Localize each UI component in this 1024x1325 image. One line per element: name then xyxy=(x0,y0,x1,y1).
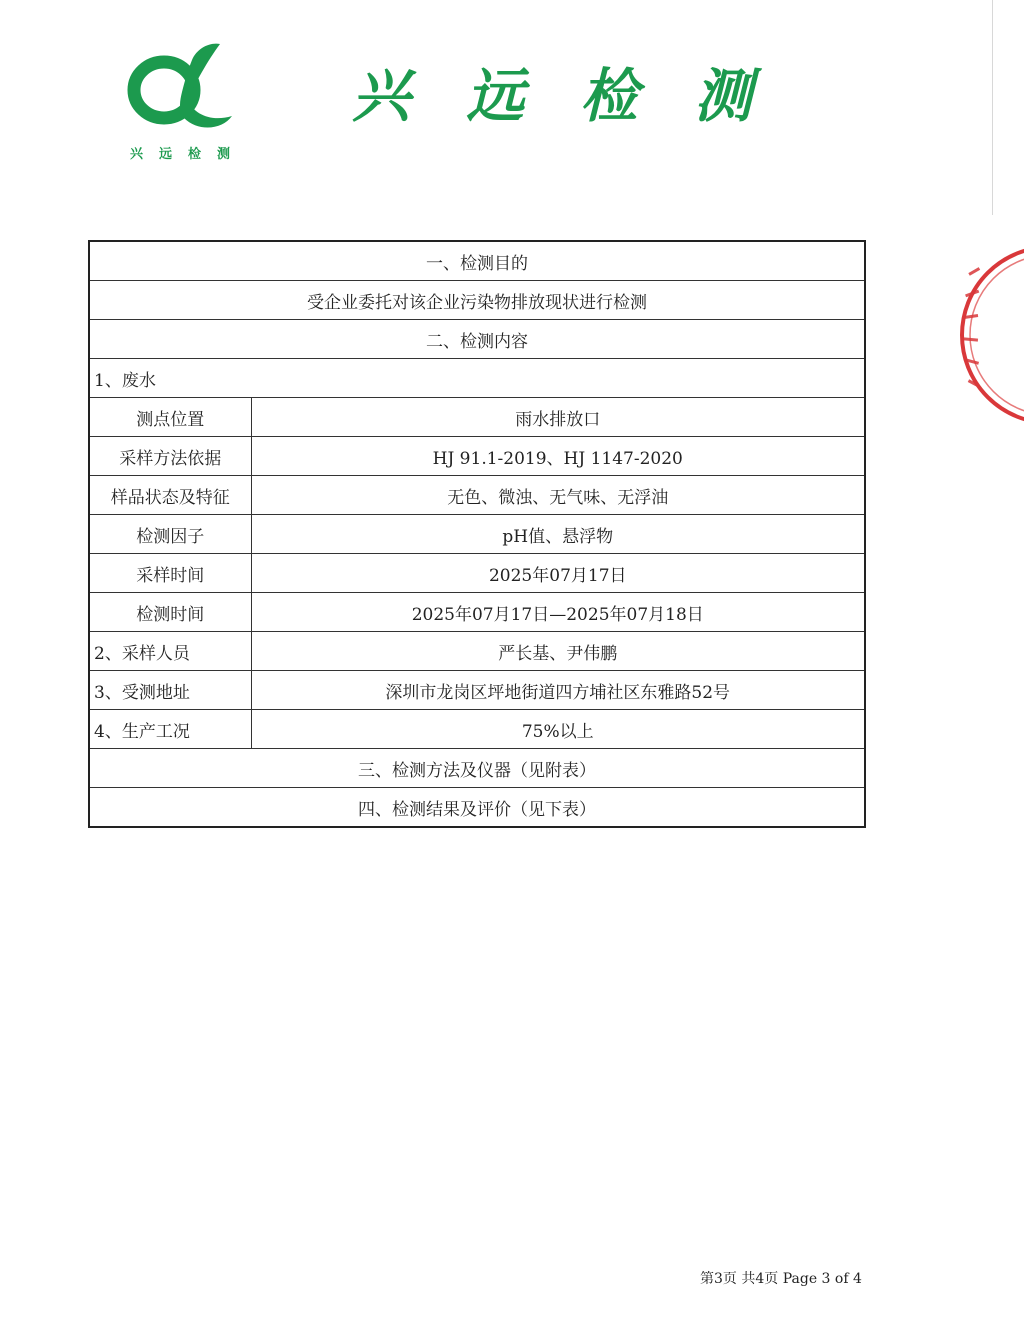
table-row xyxy=(89,320,865,359)
row-value: pH值、悬浮物 xyxy=(251,515,865,554)
report-table xyxy=(88,240,866,828)
purpose-text: 受企业委托对该企业污染物排放现状进行检测 xyxy=(89,281,865,320)
item4-label: 4、生产工况 xyxy=(89,710,251,749)
logo-char: 远 xyxy=(158,147,172,162)
item2-label: 2、采样人员 xyxy=(89,632,251,671)
red-seal-partial xyxy=(950,240,1024,430)
section2-title: 二、检测内容 xyxy=(89,320,865,359)
item3-value: 深圳市龙岗区坪地街道四方埔社区东雅路52号 xyxy=(251,671,865,710)
row-label: 测点位置 xyxy=(89,398,251,437)
row-value: HJ 91.1-2019、HJ 1147-2020 xyxy=(251,437,865,476)
brand-char: 兴 xyxy=(352,62,411,130)
row-label: 样品状态及特征 xyxy=(89,476,251,515)
table-row xyxy=(89,515,865,554)
table-row xyxy=(89,281,865,320)
table-row xyxy=(89,710,865,749)
table-row xyxy=(89,788,865,828)
company-logo xyxy=(122,40,237,165)
logo-char: 兴 xyxy=(130,147,144,162)
item4-value: 75%以上 xyxy=(251,710,865,749)
logo-mark-icon xyxy=(122,40,237,140)
brand-char: 测 xyxy=(693,62,752,130)
section4-title: 四、检测结果及评价（见下表） xyxy=(89,788,865,828)
table-row xyxy=(89,437,865,476)
row-label: 采样方法依据 xyxy=(89,437,251,476)
table-row xyxy=(89,359,865,398)
seal-icon xyxy=(950,240,1024,430)
table-row xyxy=(89,241,865,281)
brand-char: 远 xyxy=(465,62,524,130)
page-edge-line xyxy=(992,0,993,215)
row-label: 检测因子 xyxy=(89,515,251,554)
table-row xyxy=(89,671,865,710)
logo-char: 检 xyxy=(187,147,201,162)
item3-label: 3、受测地址 xyxy=(89,671,251,710)
table-row xyxy=(89,749,865,788)
brand-char: 检 xyxy=(579,62,638,130)
brand-title xyxy=(352,56,752,136)
table-row xyxy=(89,632,865,671)
row-label: 采样时间 xyxy=(89,554,251,593)
logo-caption xyxy=(130,143,230,162)
section1-title: 一、检测目的 xyxy=(89,241,865,281)
table-row xyxy=(89,476,865,515)
table-row xyxy=(89,593,865,632)
page-footer: 第3页 共4页 Page 3 of 4 xyxy=(700,1271,862,1287)
row-value: 2025年07月17日—2025年07月18日 xyxy=(251,593,865,632)
item1-wastewater: 1、废水 xyxy=(89,359,865,398)
row-value: 雨水排放口 xyxy=(251,398,865,437)
item2-value: 严长基、尹伟鹏 xyxy=(251,632,865,671)
table-row xyxy=(89,554,865,593)
table-row xyxy=(89,398,865,437)
row-value: 无色、微浊、无气味、无浮油 xyxy=(251,476,865,515)
section3-title: 三、检测方法及仪器（见附表） xyxy=(89,749,865,788)
row-value: 2025年07月17日 xyxy=(251,554,865,593)
row-label: 检测时间 xyxy=(89,593,251,632)
logo-char: 测 xyxy=(216,147,230,162)
